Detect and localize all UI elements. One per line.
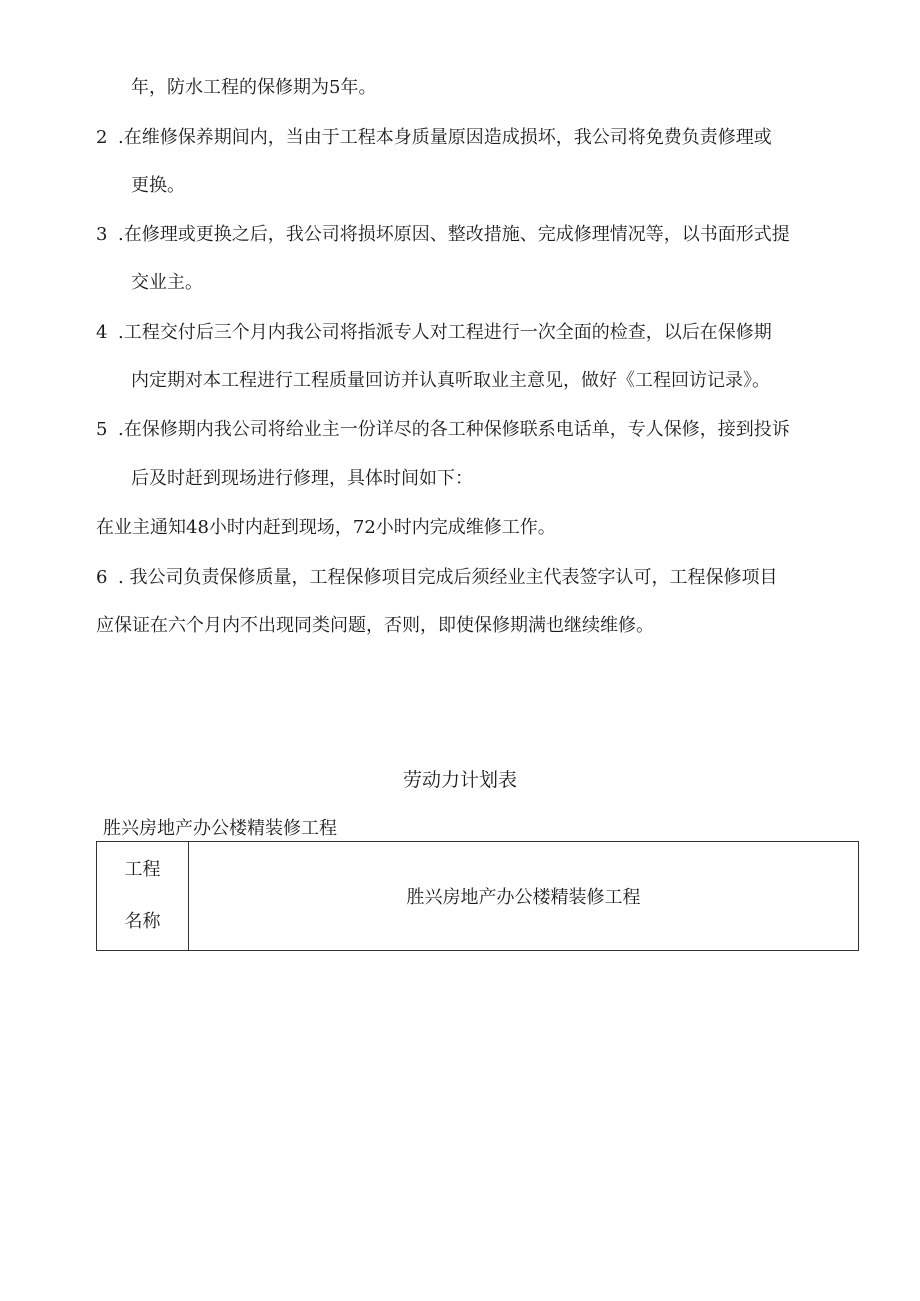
warranty-item-2-line1: [96, 126, 772, 150]
item-number: 5: [96, 419, 108, 440]
project-info-table: [96, 841, 859, 951]
project-caption: 胜兴房地产办公楼精装修工程: [103, 818, 337, 839]
labor-plan-title: 劳动力计划表: [402, 769, 517, 791]
project-name-value-cell: 胜兴房地产办公楼精装修工程: [189, 842, 859, 951]
warranty-item-6-line1: [96, 566, 777, 590]
item-number: 2: [96, 127, 108, 148]
warranty-item-5-line2: 后及时赶到现场进行修理，具体时间如下：: [131, 468, 473, 489]
table-row: [97, 842, 859, 951]
warranty-item-4-line2: 内定期对本工程进行工程质量回访并认真听取业主意见，做好《工程回访记录》。: [131, 370, 770, 391]
response-time-line: 在业主通知48小时内赶到现场，72小时内完成维修工作。: [96, 517, 556, 538]
item-number: 4: [96, 322, 108, 343]
item-number: 6: [96, 567, 108, 588]
item-text: .工程交付后三个月内我公司将指派专人对工程进行一次全面的检查，以后在保修期: [118, 322, 772, 343]
item-text: .在维修保养期间内，当由于工程本身质量原因造成损坏，我公司将免费负责修理或: [118, 127, 772, 148]
item-text: . 我公司负责保修质量，工程保修项目完成后须经业主代表签字认可，工程保修项目: [118, 567, 778, 588]
item-text: .在保修期内我公司将给业主一份详尽的各工种保修联系电话单，专人保修，接到投诉: [118, 419, 790, 440]
warranty-item-4-line1: [96, 321, 772, 345]
item-text: .在修理或更换之后，我公司将损坏原因、整改措施、完成修理情况等，以书面形式提: [118, 224, 790, 245]
warranty-item-3-line2: 交业主。: [131, 272, 203, 293]
warranty-continuation-line: 年，防水工程的保修期为5年。: [131, 77, 377, 98]
project-name-label-cell: [97, 842, 189, 951]
label-line-1: 工程: [124, 859, 161, 880]
label-line-2: 名称: [124, 911, 161, 932]
warranty-item-3-line1: [96, 223, 790, 247]
item-number: 3: [96, 224, 108, 245]
warranty-item-5-line1: [96, 418, 790, 442]
warranty-item-6-line2: 应保证在六个月内不出现同类问题，否则，即使保修期满也继续维修。: [96, 615, 654, 636]
warranty-item-2-line2: 更换。: [131, 175, 185, 196]
